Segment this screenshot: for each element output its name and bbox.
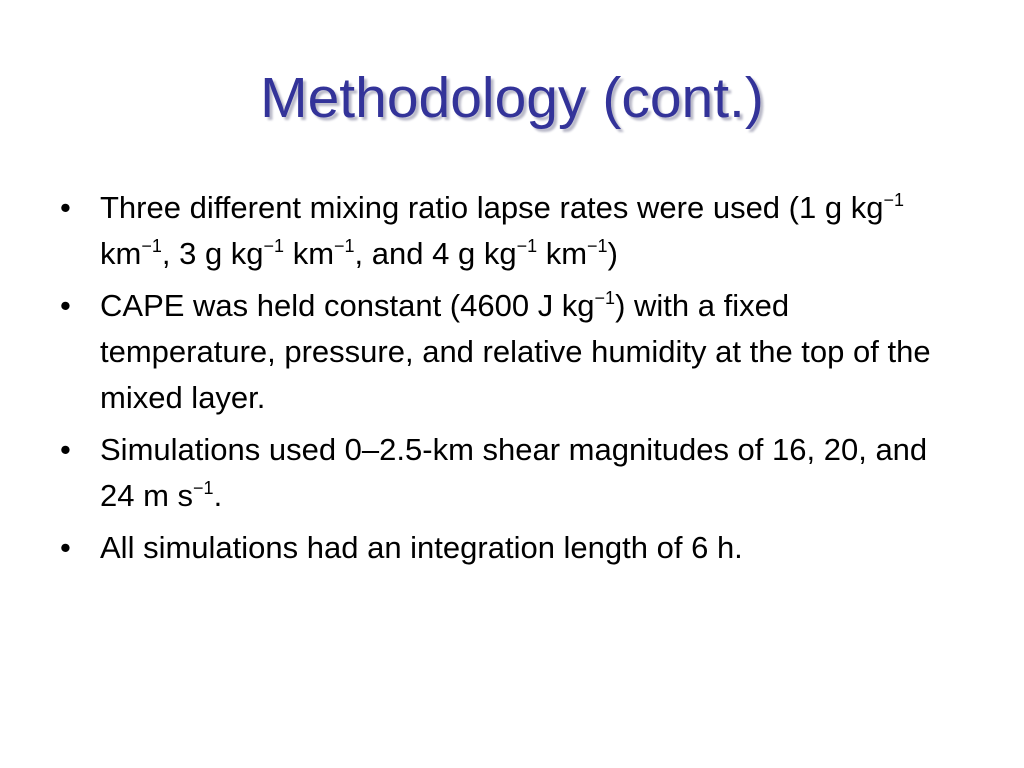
- superscript: −1: [334, 235, 355, 256]
- bullet-marker: •: [60, 432, 71, 467]
- text-run: Simulations used 0–2.5-km shear magnitudes of 16, 20, and 24 m s: [100, 432, 928, 513]
- superscript: −1: [594, 287, 616, 308]
- text-run: Three different mixing ratio lapse rates were used (1 g kg: [100, 190, 884, 225]
- text-run: CAPE was held constant (4600 J kg: [100, 288, 595, 323]
- bullet-marker: •: [60, 530, 71, 565]
- bullet-marker: •: [60, 288, 71, 323]
- bullet-item: [60, 283, 960, 421]
- superscript: −1: [516, 235, 538, 256]
- bullet-text: [100, 288, 931, 415]
- bullet-text: [100, 432, 927, 513]
- superscript: −1: [141, 235, 162, 256]
- bullet-text: [100, 530, 743, 565]
- bullet-item: [60, 427, 960, 519]
- text-run: , and 4 g kg: [354, 236, 517, 271]
- text-run: .: [213, 478, 223, 513]
- text-run: ): [607, 236, 618, 271]
- text-run: km: [537, 236, 588, 271]
- bullet-item: [60, 525, 960, 571]
- text-run: km: [284, 236, 335, 271]
- text-run: , 3 g kg: [161, 236, 264, 271]
- text-run: ) with a fixed temperature, pressure, and relative humidity at the top of the mixed layer.: [100, 288, 931, 415]
- slide-title: Methodology (cont.): [260, 66, 764, 130]
- text-run: km: [100, 236, 142, 271]
- superscript: −1: [193, 477, 214, 498]
- superscript: −1: [883, 189, 904, 210]
- bullet-marker: •: [60, 190, 71, 225]
- bullet-list: [60, 185, 960, 577]
- text-run: All simulations had an integration length of 6 h.: [100, 530, 743, 565]
- superscript: −1: [587, 235, 608, 256]
- bullet-item: [60, 185, 960, 277]
- superscript: −1: [263, 235, 285, 256]
- bullet-text: [100, 190, 904, 271]
